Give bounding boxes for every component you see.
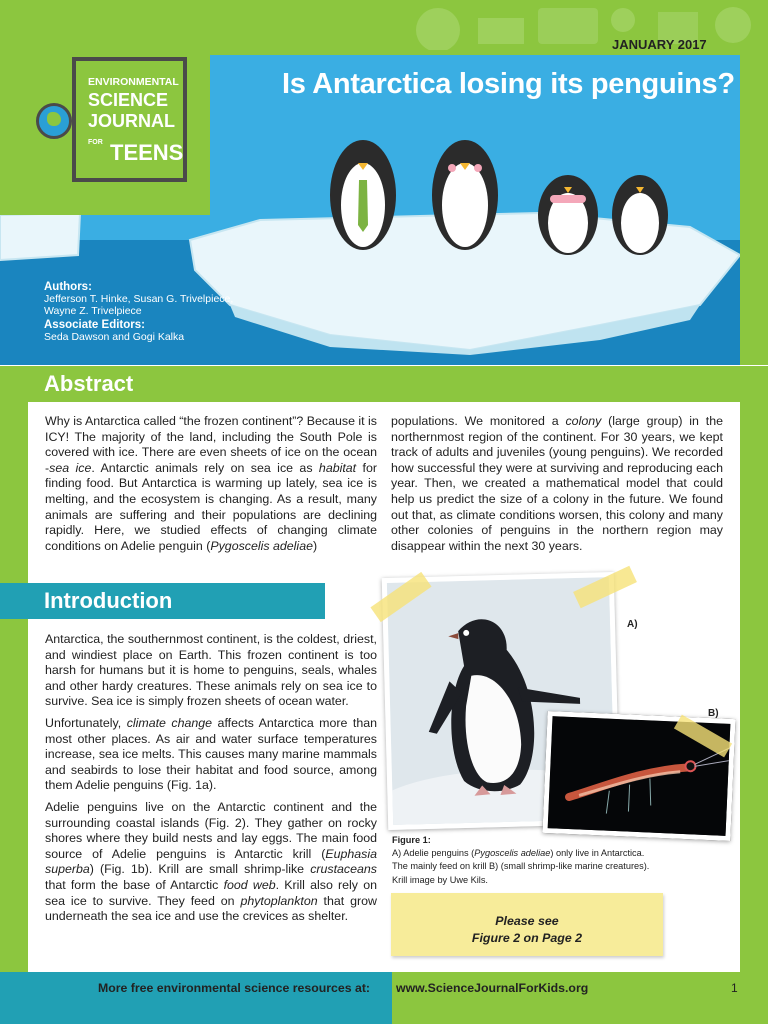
issue-date: JANUARY 2017 <box>612 37 707 52</box>
term-sea-ice: sea ice <box>49 460 92 475</box>
text-run: . Krill also rely on sea ice to survive. They feed on <box>45 877 377 908</box>
term-colony: colony <box>565 414 602 428</box>
footer-resources-text: More free environmental science resources at: <box>98 981 371 995</box>
text-run: . Antarctic animals rely on sea ice as <box>91 460 319 475</box>
figure-label-a: A) <box>627 619 638 630</box>
intro-paragraph-2 <box>45 716 377 794</box>
species-name: Pygoscelis adeliae <box>474 848 551 859</box>
see-figure-note <box>391 893 663 956</box>
abstract-right-column <box>391 414 723 560</box>
caption-line-3: Krill image by Uwe Kils. <box>392 874 488 885</box>
text-run: ) <box>312 538 318 553</box>
authors-line-1: Jefferson T. Hinke, Susan G. Trivelpiece, <box>44 293 234 305</box>
logo-environmental: ENVIRONMENTAL <box>88 76 179 88</box>
text-run: affects Antarctica more than most other places. As air and water surface temperatures increase, sea ice melts. This causes many marine mammals and seabirds to lose their habitat and food source, among them Adelie penguins (Fig. 1a). <box>45 715 377 793</box>
abstract-left-column <box>45 414 377 560</box>
credits-block <box>44 281 233 343</box>
caption-line-2: The mainly feed on krill B) (small shrimp-like marine creatures). <box>392 861 650 872</box>
science-doodle-strip <box>408 0 768 50</box>
logo-teens: TEENS <box>110 140 184 165</box>
term-habitat: habitat <box>318 460 357 475</box>
term-food-web: food web <box>223 877 276 892</box>
logo-journal: JOURNAL <box>88 111 176 131</box>
species-name: Pygoscelis adeliae <box>210 538 313 553</box>
note-line-1: Please see <box>495 914 559 928</box>
introduction-heading: Introduction <box>0 583 325 619</box>
page-number: 1 <box>731 981 738 995</box>
logo-for: FOR <box>88 139 103 146</box>
term-phytoplankton: phytoplankton <box>240 893 318 908</box>
caption-title: Figure 1: <box>392 835 431 845</box>
editors-label: Associate Editors: <box>44 319 145 331</box>
text-run: (large group) in the northernmost region of the continent. For 30 years, we kept track of adults and juveniles (young penguins). We recorded how successful they were at surviving and reproducing each year. Then, we created a mathematical model that could help us predict the size of a colony in the future. We found out that, as climate conditions worsen, this colony and many other colonies of penguins in the northern region may disappear within the next 30 years. <box>391 414 723 553</box>
abstract-paragraph-1 <box>45 414 377 554</box>
intro-paragraph-1: Antarctica, the southernmost continent, is the coldest, driest, and windiest place on Earth. This frozen continent is too harsh for humans but it is home to penguins, seals, whales and other hardy creatures. These animals rely on sea ice to survive. Sea ice is simply frozen sheets of ocean water. <box>45 632 377 709</box>
abstract-heading: Abstract <box>0 366 768 402</box>
text-run: A) Adelie penguins ( <box>392 848 475 859</box>
introduction-column <box>45 632 377 931</box>
authors-label: Authors: <box>44 281 92 293</box>
text-run: Adelie penguins live on the Antarctic continent and the surrounding coastal islands (Fig. 2). They gather on rocky shores where they build nests and lay eggs. The main food source of Adelie penguins is Antarctic krill ( <box>45 799 377 861</box>
text-run: Why is Antarctica called “the frozen continent”? Because it is ICY! The majority of the land, including the South Pole is covered with ice. There are even sheets of ice on the ocean - <box>45 414 377 475</box>
left-border-strip <box>0 402 28 972</box>
text-run: ) (Fig. 1b). Krill are small shrimp-like <box>89 862 311 877</box>
footer-website-link[interactable]: www.ScienceJournalForKids.org <box>396 981 589 995</box>
text-run: that form the base of Antarctic <box>45 877 224 892</box>
text-run: for finding food. But Antarctica is warming up lately, sea ice is melting, and the ecosystem is changing. As a result, many animals are suffering and their populations are declining rapidly. Here, we studied effects of changing climate conditions on Adelie penguin ( <box>45 460 377 553</box>
editors-names: Seda Dawson and Gogi Kalka <box>44 331 185 343</box>
note-line-2: Figure 2 on Page 2 <box>471 931 583 945</box>
footer-green-panel <box>392 972 768 1024</box>
term-crustaceans: crustaceans <box>310 862 377 877</box>
text-run: Unfortunately, <box>45 715 127 730</box>
abstract-paragraph-2 <box>391 414 723 554</box>
figure-label-b: B) <box>708 708 719 719</box>
species-name: Euphasia superba <box>45 846 377 877</box>
logo-science: SCIENCE <box>88 90 169 110</box>
intro-paragraph-3 <box>45 800 377 925</box>
text-run: ) only live in Antarctica. <box>550 848 645 859</box>
caption-line-1 <box>392 847 692 860</box>
globe-icon <box>36 103 72 139</box>
authors-line-2: Wayne Z. Trivelpiece <box>44 305 142 317</box>
term-climate-change: climate change <box>126 715 213 730</box>
text-run: that grow underneath the sea ice and use the crevices as shelter. <box>45 893 377 924</box>
article-title: Is Antarctica losing its penguins? <box>282 68 735 100</box>
text-run: populations. We monitored a <box>391 414 566 428</box>
right-border-strip <box>740 402 768 972</box>
figure-caption <box>392 834 692 887</box>
